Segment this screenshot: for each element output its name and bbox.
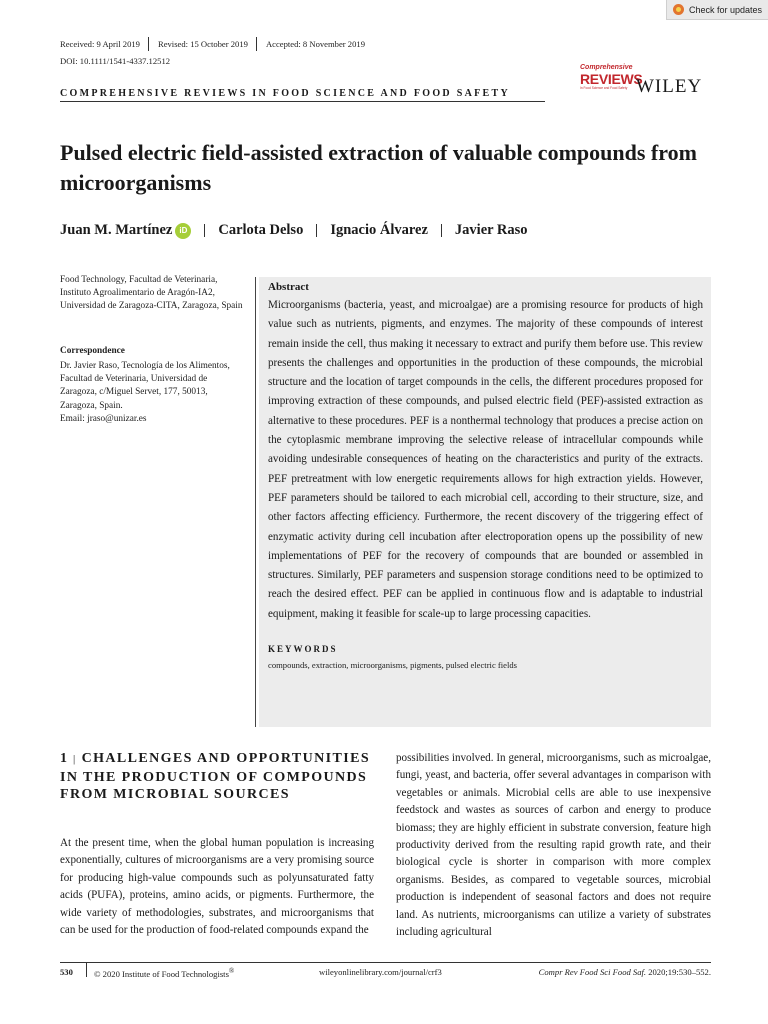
- author-name[interactable]: Ignacio Álvarez: [330, 222, 428, 238]
- author-divider: [204, 224, 205, 237]
- keywords-heading: KEYWORDS: [268, 644, 338, 655]
- section-divider: |: [73, 753, 77, 765]
- copyright: [94, 967, 234, 979]
- orcid-icon[interactable]: iD: [175, 223, 191, 239]
- correspondence-address: Dr. Javier Raso, Tecnología de los Alimentos, Facultad de Veterinaria, Universidad de Zaragoza, c/Miguel Servet, 177, 50013, Zaragoza, Spain.: [60, 361, 230, 411]
- journal-rule: [60, 101, 545, 102]
- author-name[interactable]: Javier Raso: [454, 222, 528, 238]
- abstract-heading: Abstract: [268, 281, 309, 293]
- abstract-text: Microorganisms (bacteria, yeast, and microalgae) are a promising resource for products of high value such as nutrients, pigments, and enzymes. The majority of these compounds of interest remain inside the cell, thus making it necessary to extract and purify them before use. This review presents the challenges and opportunities in the production of these compounds, the microbial structure and the location of target compounds in the cells, the different procedures proposed for improving extraction of these compounds, and pulsed electric field (PEF)-assisted extraction as alternative to these procedures. PEF is a nonthermal technology that produces a precise action on the cytoplasmic membrane improving the selective release of intracellular compounds while avoiding undesirable consequences of heating on the characteristics and purity of the extracts. PEF pretreatment with low energetic requirements allows for high extraction yields. However, PEF parameters should be tailored to each microbial cell, according to their structure, size, and other factors affecting efficiency. Furthermore, the recent discovery of the triggering effect of enzymatic activity during cell incubation after electroporation opens up the possibility of new implementations of PEF for the recovery of compounds that are bounded or assembled in structures. Similarly, PEF parameters and suspension storage conditions need to be optimized to reach the desired effect. PEF can be applied in continuous flow and is adaptable to industrial equipment, making it feasible for scale-up to large processing capacities.: [268, 299, 703, 620]
- citation-journal: Compr Rev Food Sci Food Saf.: [538, 967, 647, 977]
- received-date: Received: 9 April 2019: [60, 39, 140, 49]
- journal-logo: [580, 64, 643, 96]
- page-number: 530: [60, 967, 73, 977]
- author-name[interactable]: Juan M. Martínez: [60, 222, 173, 238]
- copyright-text: © 2020 Institute of Food Technologists: [94, 968, 229, 979]
- registered-mark: ®: [228, 967, 235, 975]
- correspondence-block: [60, 360, 245, 426]
- divider: [148, 37, 149, 51]
- footer-rule: [60, 962, 711, 963]
- affiliation: Food Technology, Facultad de Veterinaria, Instituto Agroalimentario de Aragón-IA2, Universidad de Zaragoza-CITA, Zaragoza, Spain: [60, 275, 243, 312]
- journal-name: COMPREHENSIVE REVIEWS IN FOOD SCIENCE AND FOOD SAFETY: [60, 88, 510, 99]
- correspondence-heading: Correspondence: [60, 346, 125, 356]
- abstract-box: [259, 277, 711, 727]
- divider: [256, 37, 257, 51]
- check-for-updates-label: Check for updates: [689, 4, 763, 15]
- author-list: [60, 222, 528, 239]
- accepted-date: Accepted: 8 November 2019: [265, 39, 365, 49]
- doi-link[interactable]: DOI: 10.1111/1541-4337.12512: [60, 56, 171, 66]
- section-heading: [60, 750, 380, 804]
- article-dates: [60, 37, 365, 51]
- keywords-list: compounds, extraction, microorganisms, pigments, pulsed electric fields: [268, 660, 518, 671]
- section-title: CHALLENGES AND OPPORTUNITIES IN THE PRODUCTION OF COMPOUNDS FROM MICROBIAL SOURCES: [60, 751, 371, 802]
- logo-line-2: REVIEWS: [580, 71, 643, 87]
- article-title: Pulsed electric field-assisted extraction of valuable compounds from microorganisms: [60, 140, 697, 195]
- crossmark-icon: [673, 4, 684, 15]
- author-divider: [316, 224, 317, 237]
- check-for-updates-button[interactable]: [666, 0, 768, 20]
- footer-divider: [86, 962, 87, 977]
- body-paragraph-left: At the present time, when the global human population is increasing exponentially, cultures of microorganisms are a very promising source for producing high-value compounds such as polyunsaturated fatty acids (PUFA), proteins, amino acids, or pigments. Furthermore, the wide variety of methodologies, substrates, and microorganisms that can be used for the production of food-related compounds expand the: [60, 837, 374, 937]
- correspondence-email[interactable]: Email: jraso@unizar.es: [60, 413, 147, 424]
- journal-url-link[interactable]: wileyonlinelibrary.com/journal/crf3: [319, 967, 442, 977]
- logo-line-1: Comprehensive: [580, 64, 633, 71]
- revised-date: Revised: 15 October 2019: [157, 39, 248, 49]
- citation-volume: 2020;19:530–552.: [646, 967, 711, 977]
- author-divider: [441, 224, 442, 237]
- publisher-logo: WILEY: [636, 76, 703, 97]
- section-number: 1: [60, 751, 67, 766]
- author-name[interactable]: Carlota Delso: [218, 222, 304, 238]
- citation: [539, 967, 711, 977]
- body-paragraph-right: possibilities involved. In general, microorganisms, such as microalgae, fungi, yeast, and bacteria, offer several advantages in comparison with vegetables or animals. Microbial cells are able to use inexpensive feedstock and wastes as sources of carbon and energy to produce biomass; they are highly efficient in substrate conversion, feature high productivity derived from the resulting rapid growth rate, and their biological cycle is shorter in comparison with more complex organisms. Besides, as compared to vegetable sources, microbial production is independent of seasonal factors and does not require land. As nutrients, microorganisms can utilize a variety of substrates including agricultural: [396, 752, 711, 939]
- logo-line-3: In Food Science and Food Safety: [580, 86, 628, 90]
- abstract-rule: [255, 277, 256, 727]
